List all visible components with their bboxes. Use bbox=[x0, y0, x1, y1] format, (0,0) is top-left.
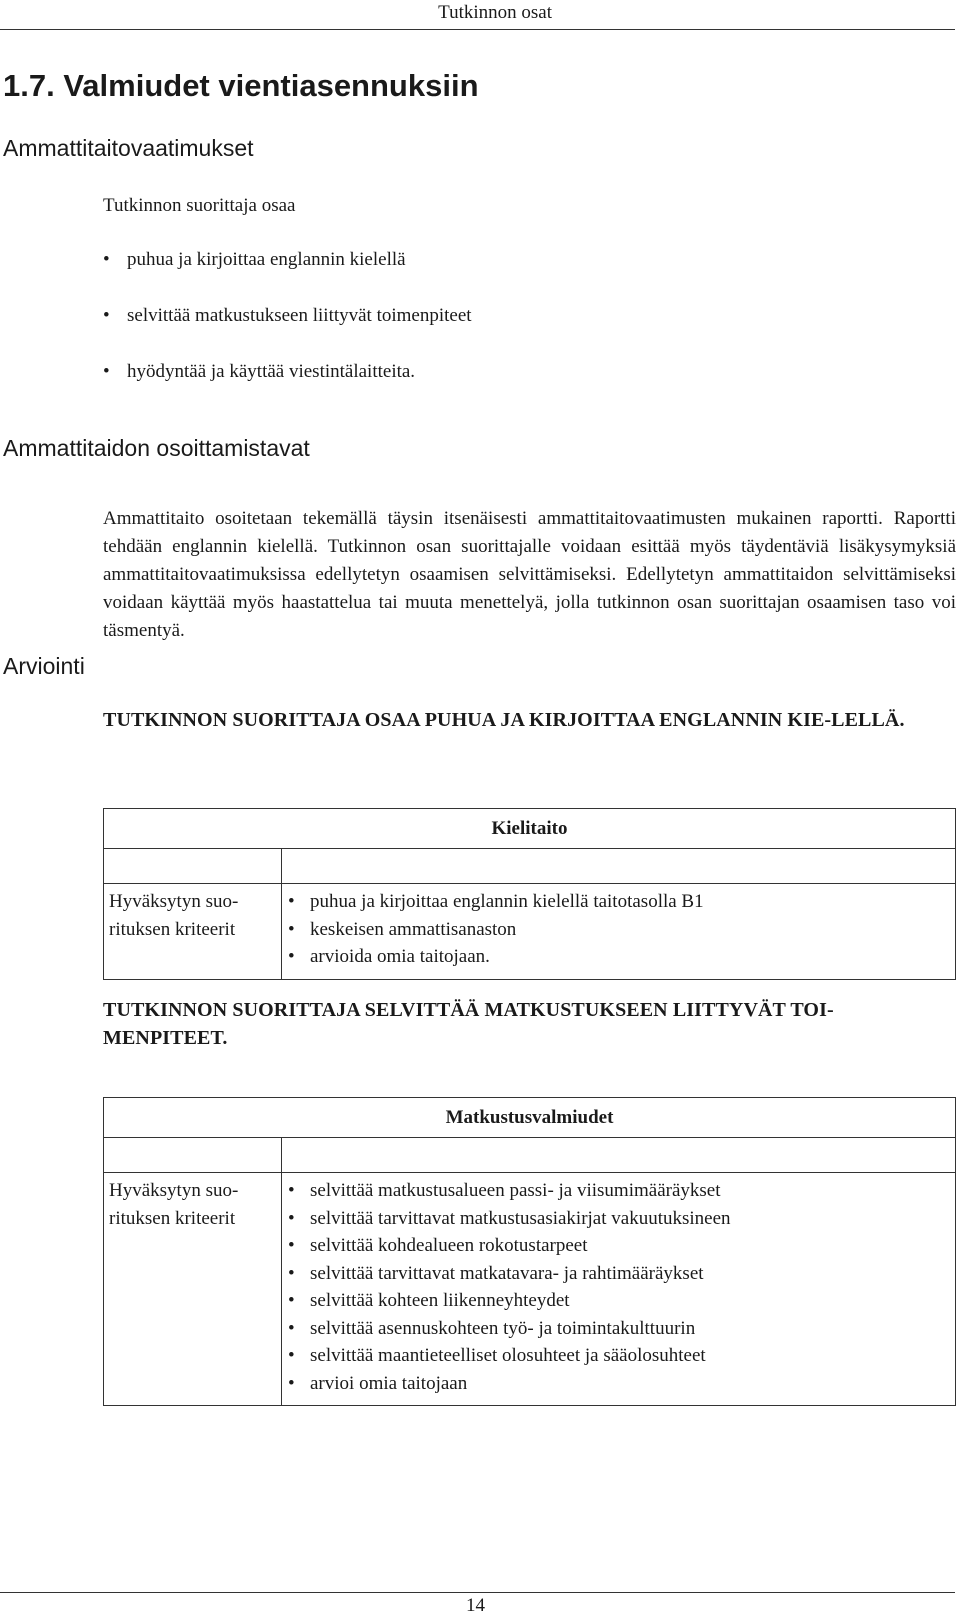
criteria-table-header: Matkustusvalmiudet bbox=[104, 1098, 956, 1138]
criteria-cell bbox=[282, 1173, 956, 1406]
demonstration-text: Ammattitaito osoitetaan tekemällä täysin itsenäisesti ammattitaitovaatimusten mukainen raportti. Raportti tehdään englannin kielellä. Tutkinnon osan suorittajalle voidaan esittää myös täydentäviä lisäkysymyksiä ammattitaitovaatimuksissa edellytetyn osaamisen selvittämiseksi. Edellytetyn ammattitaidon selvittämiseksi voidaan käyttää myös haastattelua tai muuta menettelyä, jolla tutkinnon osan suorittajan osaamisen taso voi täsmentyä. bbox=[103, 508, 956, 641]
criteria-item: • keskeisen ammattisanaston bbox=[288, 916, 947, 944]
empty-cell bbox=[104, 1138, 282, 1173]
criteria-label: Hyväksytyn suo-rituksen kriteerit bbox=[104, 1173, 282, 1406]
requirements-intro: Tutkinnon suorittaja osaa bbox=[103, 195, 296, 216]
assessment-heading: Arviointi bbox=[3, 653, 85, 679]
running-title: Tutkinnon osat bbox=[438, 2, 552, 23]
criteria-item: • puhua ja kirjoittaa englannin kielellä taitotasolla B1 bbox=[288, 888, 947, 916]
criteria-list bbox=[288, 1177, 947, 1397]
criteria-item: • arvioi omia taitojaan bbox=[288, 1370, 947, 1398]
requirements-list bbox=[103, 246, 472, 414]
requirement-item: • selvittää matkustukseen liittyvät toimenpiteet bbox=[103, 302, 472, 358]
criteria-item: • selvittää kohteen liikenneyhteydet bbox=[288, 1287, 947, 1315]
requirement-item: • puhua ja kirjoittaa englannin kielellä bbox=[103, 246, 472, 302]
requirement-item: • hyödyntää ja käyttää viestintälaitteita. bbox=[103, 358, 472, 414]
criteria-table-header: Kielitaito bbox=[104, 809, 956, 849]
assessment-block-title: TUTKINNON SUORITTAJA OSAA PUHUA JA KIRJOITTAA ENGLANNIN KIE-LELLÄ. bbox=[103, 709, 905, 731]
footer-rule bbox=[0, 1592, 955, 1593]
criteria-table-language bbox=[103, 808, 956, 980]
section-title: 1.7. Valmiudet vientiasennuksiin bbox=[3, 68, 479, 103]
criteria-item: • selvittää maantieteelliset olosuhteet ja sääolosuhteet bbox=[288, 1342, 947, 1370]
criteria-label: Hyväksytyn suo-rituksen kriteerit bbox=[104, 884, 282, 980]
demonstration-heading: Ammattitaidon osoittamistavat bbox=[3, 435, 310, 461]
empty-cell bbox=[282, 849, 956, 884]
requirements-heading: Ammattitaitovaatimukset bbox=[3, 135, 254, 161]
criteria-item: • selvittää asennuskohteen työ- ja toimintakulttuurin bbox=[288, 1315, 947, 1343]
criteria-item: • selvittää tarvittavat matkatavara- ja rahtimääräykset bbox=[288, 1260, 947, 1288]
running-header bbox=[0, 0, 955, 30]
criteria-item: • arvioida omia taitojaan. bbox=[288, 943, 947, 971]
criteria-list bbox=[288, 888, 947, 971]
criteria-item: • selvittää tarvittavat matkustusasiakirjat vakuutuksineen bbox=[288, 1205, 947, 1233]
empty-cell bbox=[282, 1138, 956, 1173]
page-number: 14 bbox=[466, 1595, 485, 1616]
criteria-cell bbox=[282, 884, 956, 980]
criteria-item: • selvittää kohdealueen rokotustarpeet bbox=[288, 1232, 947, 1260]
assessment-block-title: TUTKINNON SUORITTAJA SELVITTÄÄ MATKUSTUKSEEN LIITTYVÄT TOI-MENPITEET. bbox=[103, 999, 834, 1049]
criteria-table-travel bbox=[103, 1097, 956, 1406]
empty-cell bbox=[104, 849, 282, 884]
criteria-item: • selvittää matkustusalueen passi- ja viisumimääräykset bbox=[288, 1177, 947, 1205]
